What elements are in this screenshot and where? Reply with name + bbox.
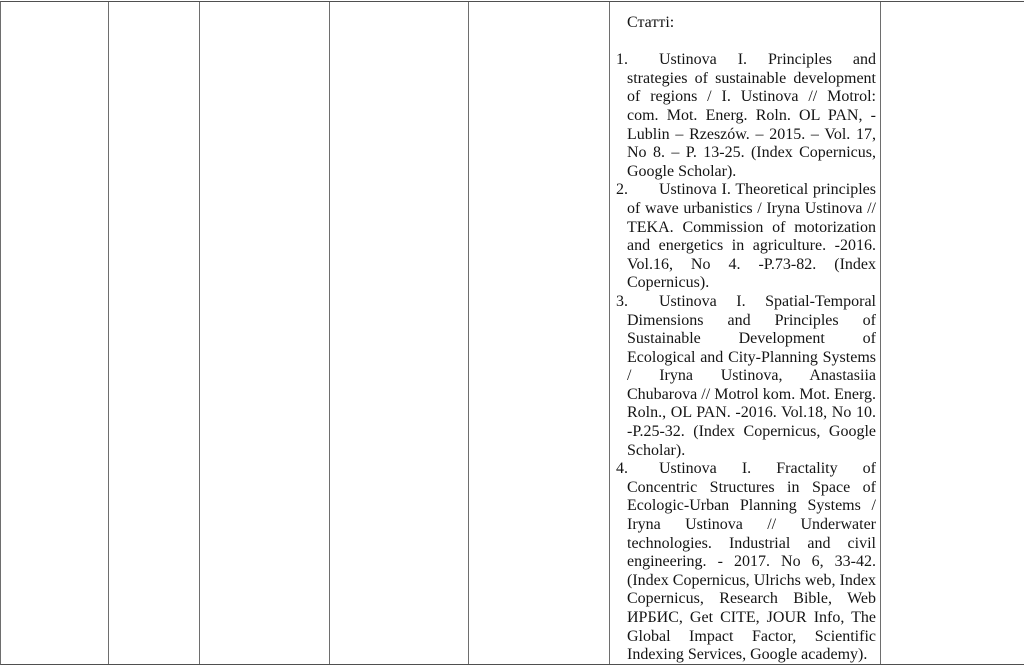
- table-cell-3-empty: [200, 2, 330, 664]
- articles-cell: [610, 2, 881, 664]
- publication-text: Ustinova I. Fractality of Concentric Structures in Space of Ecologic-Urban Planning Systems / Iryna Ustinova // Underwater technologies. Industrial and civil engineering. - 2017. No 6, 33-42. (Index Copernicus, Ulrichs web, Index Copernicus, Research Bible, Web ИРБИС, Get CITE, JOUR Info, The Global Impact Factor, Scientific Indexing Services, Google academy).: [627, 460, 876, 664]
- publication-item-3: [616, 293, 876, 460]
- articles-heading: Статті:: [627, 14, 675, 31]
- table-cell-4-empty: [330, 2, 469, 664]
- table-cell-1-empty: [1, 2, 109, 664]
- table-cell-7-empty: [881, 2, 1024, 664]
- publications-list: [616, 51, 876, 664]
- publication-number: 3.: [616, 292, 628, 310]
- publication-number: 1.: [616, 51, 628, 69]
- publication-text: Ustinova I. Principles and strategies of sustainable development of regions / I. Ustinova // Motrol: com. Mot. Energ. Roln. OL PAN, - Lublin – Rzeszów. – 2015. – Vol. 17, No 8. – P. 13-25. (Index Copernicus, Google Scholar).: [627, 51, 876, 180]
- table-cell-2-empty: [109, 2, 200, 664]
- publication-item-1: [616, 51, 876, 181]
- document-table: [0, 1, 1024, 665]
- publication-item-4: [616, 460, 876, 664]
- publication-item-2: [616, 181, 876, 293]
- table-cell-5-empty: [469, 2, 610, 664]
- publication-number: 4.: [616, 460, 628, 478]
- publication-text: Ustinova I. Theoretical principles of wave urbanistics / Iryna Ustinova // TEKA. Commission of motorization and energetics in agriculture. -2016. Vol.16, No 4. -P.73-82. (Index Copernicus).: [627, 181, 876, 292]
- publication-number: 2.: [616, 181, 628, 199]
- publication-text: Ustinova I. Spatial-Temporal Dimensions and Principles of Sustainable Development of Ecological and City-Planning Systems / Iryna Ustinova, Anastasiia Chubarova // Motrol kom. Mot. Energ. Roln., OL PAN. -2016. Vol.18, No 10. -P.25-32. (Index Copernicus, Google Scholar).: [627, 292, 876, 459]
